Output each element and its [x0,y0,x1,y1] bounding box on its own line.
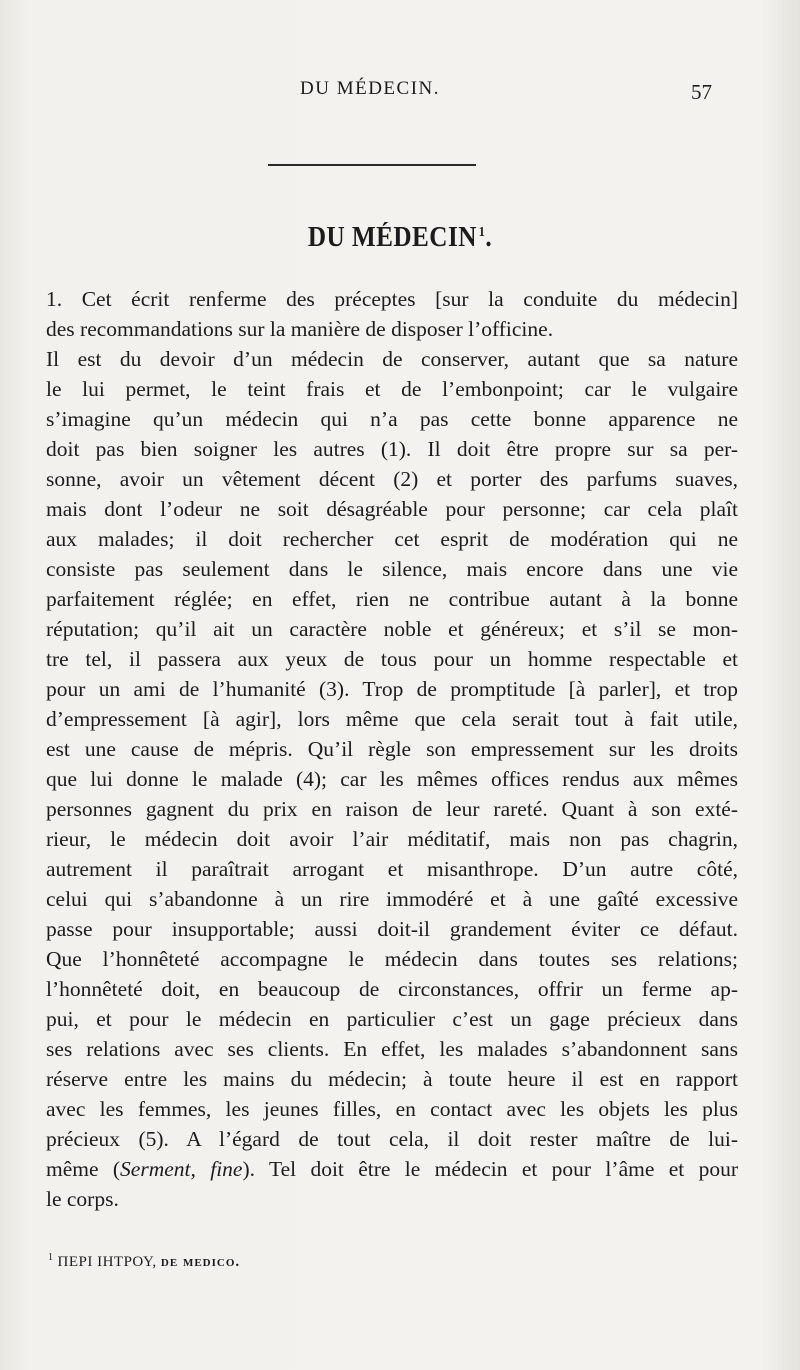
footnote-marker: 1 [478,224,486,240]
footnote-number: 1 [48,1252,54,1263]
title-rule [268,164,476,166]
body-line: doit pas bien soigner les autres (1). Il doit être propre sur sa per- [46,437,738,461]
body-line: est une cause de mépris. Qu’il règle son empressement sur les droits [46,737,738,761]
body-line: passe pour insupportable; aussi doit-il grandement éviter ce défaut. [46,917,738,941]
body-line: précieux (5). A l’égard de tout cela, il doit rester maître de lui- [46,1127,738,1151]
chapter-title [40,222,760,254]
footnote [48,1252,240,1271]
body-line: consiste pas seulement dans le silence, mais encore dans une vie [46,557,738,581]
body-line: rieur, le médecin doit avoir l’air méditatif, mais non pas chagrin, [46,827,738,851]
body-line: sonne, avoir un vêtement décent (2) et porter des parfums suaves, [46,467,738,491]
body-line: pui, et pour le médecin en particulier c’est un gage précieux dans [46,1007,738,1031]
body-line: le lui permet, le teint frais et de l’embonpoint; car le vulgaire [46,377,738,401]
body-line: personnes gagnent du prix en raison de leur rareté. Quant à son exté- [46,797,738,821]
chapter-title-punct: . [485,222,493,253]
running-header [0,78,800,108]
body-line: l’honnêteté doit, en beaucoup de circonstances, offrir un ferme ap- [46,977,738,1001]
body-line: Que l’honnêteté accompagne le médecin dans toutes ses relations; [46,947,738,971]
body-line: autrement il paraîtrait arrogant et misanthrope. D’un autre côté, [46,857,738,881]
italic-reference: Serment, fine [120,1157,243,1181]
body-line: avec les femmes, les jeunes filles, en contact avec les objets les plus [46,1097,738,1121]
body-line: réputation; qu’il ait un caractère noble et généreux; et s’il se mon- [46,617,738,641]
body-line: que lui donne le malade (4); car les mêmes offices rendus aux mêmes [46,767,738,791]
body-line: mais dont l’odeur ne soit désagréable pour personne; car cela plaît [46,497,738,521]
body-line: 1. Cet écrit renferme des préceptes [sur la conduite du médecin] [46,287,738,311]
line-prefix: même ( [46,1157,121,1181]
body-line: pour un ami de l’humanité (3). Trop de promptitude [à parler], et trop [46,677,738,701]
running-title: DU MÉDECIN. [300,78,440,99]
body-line: le corps. [46,1187,119,1211]
body-line: des recommandations sur la manière de disposer l’officine. [46,317,554,341]
footnote-latin: de medico. [160,1254,241,1270]
page-number: 57 [691,80,712,104]
body-line-mixed [46,1154,738,1184]
body-line: s’imagine qu’un médecin qui n’a pas cette bonne apparence ne [46,407,738,431]
body-line: tre tel, il passera aux yeux de tous pour un homme respectable et [46,647,738,671]
body-text [46,284,738,1214]
footnote-greek: ΠΕΡΙ ΙΗΤΡΟΥ, [57,1254,157,1270]
body-line: Il est du devoir d’un médecin de conserver, autant que sa nature [46,347,738,371]
body-line: celui qui s’abandonne à un rire immodéré et à une gaîté excessive [46,887,738,911]
body-line: d’empressement [à agir], lors même que cela serait tout à fait utile, [46,707,738,731]
line-suffix: ). Tel doit être le médecin et pour l’âme et pour [242,1157,738,1181]
body-line: réserve entre les mains du médecin; à toute heure il est en rapport [46,1067,738,1091]
body-line: parfaitement réglée; en effet, rien ne contribue autant à la bonne [46,587,738,611]
body-line: aux malades; il doit rechercher cet esprit de modération qui ne [46,527,738,551]
body-line: ses relations avec ses clients. En effet, les malades s’abandonnent sans [46,1037,738,1061]
chapter-title-text: DU MÉDECIN [307,222,477,253]
